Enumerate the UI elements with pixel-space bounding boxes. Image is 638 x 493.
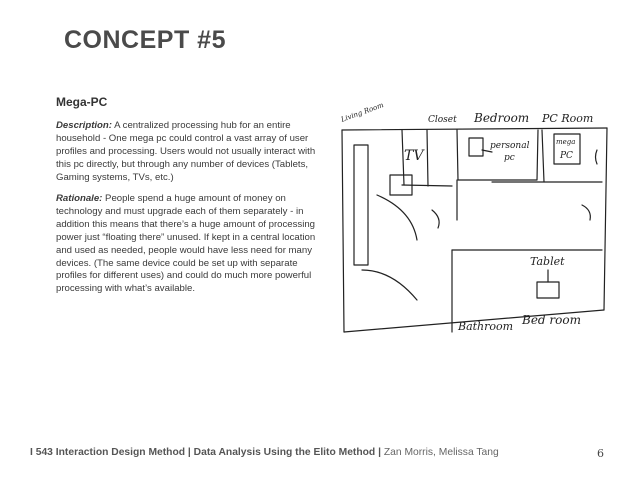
footer — [30, 447, 610, 458]
label-closet: Closet — [428, 115, 457, 125]
footer-topic: Data Analysis Using the Elito Method — [193, 447, 376, 458]
outer-wall-top — [342, 128, 607, 130]
description-label: Description: — [56, 120, 112, 131]
label-personal-pc-2: pc — [504, 153, 515, 163]
label-personal-pc-1: personal — [490, 141, 530, 151]
slide-title: CONCEPT #5 — [64, 26, 226, 54]
label-bedroom-bottom: Bed room — [522, 313, 581, 327]
rationale-label: Rationale: — [56, 193, 103, 204]
footer-separator-2: | — [375, 447, 384, 458]
floorplan-sketch — [332, 100, 612, 340]
description-text: A centralized processing hub for an entire household - One mega pc could control a vast array of user profiles and processing. Users would not usually interact with this pc directly, but through any number of devices (Tablets, Gaming systems, TVs, etc.) — [56, 120, 316, 183]
label-pc-room: PC Room — [542, 112, 594, 125]
page-number: 6 — [597, 447, 604, 460]
footer-authors: Zan Morris, Melissa Tang — [383, 447, 499, 458]
label-mega-pc-2: PC — [560, 151, 573, 161]
label-mega-pc-1: mega — [556, 138, 576, 146]
outer-wall-right — [604, 128, 607, 310]
rationale-text: People spend a huge amount of money on technology and must upgrade each of them separately - in addition this means that there’s a huge amount of processing power just “floating there” unused. If kept in a central location and used as needed, people would have less need for many devices. (The same device could be set up with separate profiles for different uses) and could do much more powerful processing with what’s available. — [56, 193, 316, 295]
tv-cabinet — [354, 145, 368, 265]
label-living-room: Living Room — [339, 101, 385, 124]
footer-separator-1: | — [185, 447, 194, 458]
label-tv: TV — [404, 148, 424, 164]
personal-pc-shape — [469, 138, 483, 156]
label-tablet: Tablet — [530, 255, 565, 268]
tablet-shape — [537, 282, 559, 298]
description-paragraph — [56, 120, 320, 185]
outer-wall — [342, 130, 344, 332]
footer-course: I 543 Interaction Design Method — [30, 447, 186, 458]
label-bedroom-top: Bedroom — [474, 111, 530, 125]
rationale-paragraph — [56, 193, 320, 296]
concept-name: Mega-PC — [56, 95, 108, 109]
label-bathroom: Bathroom — [458, 320, 514, 333]
